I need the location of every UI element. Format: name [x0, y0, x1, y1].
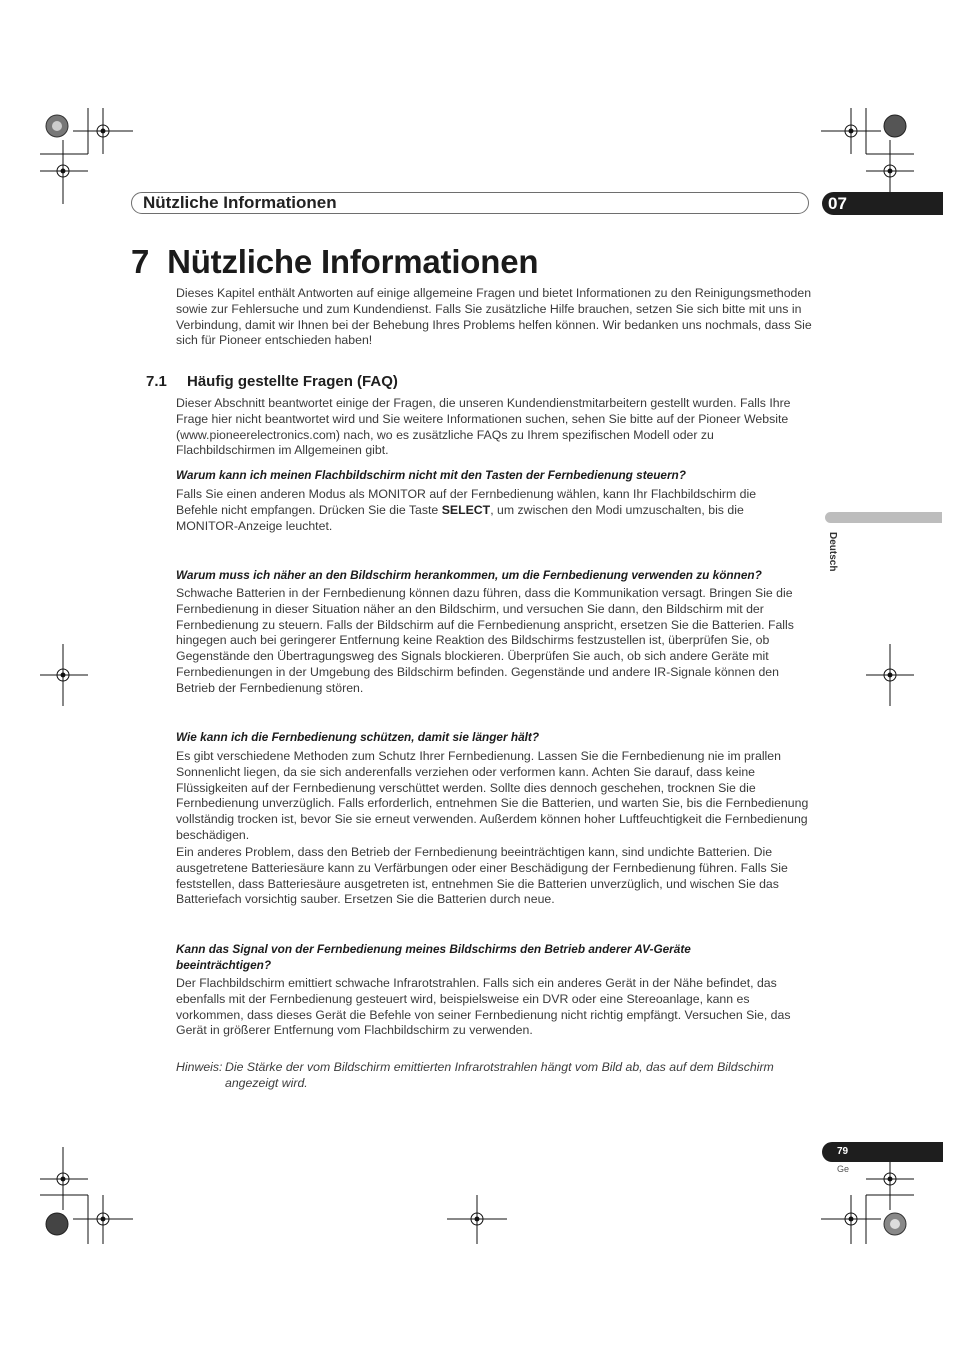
- page-number: 79: [822, 1142, 943, 1162]
- faq-answer: Es gibt verschiedene Methoden zum Schutz Ihrer Fernbedienung. Lassen Sie die Fernbedienung nie im prallen Sonnenlicht liegen, da sie sich anderenfalls verziehen oder verformen kann. Achten Sie darauf, dass keine Flüssigkeiten auf der Fernbedienung verschüttet werden. Sollte dies dennoch geschehen, trocknen Sie die Fernbedienung unverzüglich. Falls erforderlich, entnehmen Sie die Batterien, und warten Sie, bis die Fernbedienung vollständig trocken ist, bevor Sie sie erneut verwenden. Außerdem können hoher Luftfeuchtigkeit die Fernbedienung beschädigen.: [176, 749, 809, 842]
- note-text-1: Die Stärke der vom Bildschirm emittierten Infrarotstrahlen hängt vom Bild ab, das auf dem Bildschirm: [225, 1060, 774, 1074]
- chapter-title: 7 Nützliche Informationen: [131, 243, 539, 280]
- faq-question: Warum kann ich meinen Flachbildschirm nicht mit den Tasten der Fernbedienung steuern?: [176, 468, 686, 482]
- note-text-2: angezeigt wird.: [225, 1075, 308, 1090]
- language-code: Ge: [837, 1164, 850, 1174]
- faq-answer-continued: Ein anderes Problem, dass den Betrieb der Fernbedienung beeinträchtigen kann, sind undichte Batterien. Die ausgetretene Batteriesäure kann zu Verfärbungen oder einer Beschädigung der Fernbedienung führen. Falls Sie feststellen, dass Batteriesäure ausgetreten ist, entnehmen Sie die Batterien unverzüglich, und wischen Sie das Batteriefach vorsichtig sauber. Ersetzen Sie die Batterien durch neue.: [176, 845, 788, 907]
- section-number: 7.1: [146, 373, 167, 390]
- chapter-number-badge: 07: [822, 192, 943, 215]
- section-title: Häufig gestellte Fragen (FAQ): [187, 373, 398, 390]
- header-title: Nützliche Informationen: [143, 193, 337, 212]
- faq-answer: Falls Sie einen anderen Modus als MONITOR auf der Fernbedienung wählen, kann Ihr Flachbildschirm die Befehle nicht empfangen. Drücken Sie die Taste SELECT, um zwischen den Modi umzuschalten, bis die MONITOR-Anzeige leuchtet.: [176, 487, 757, 533]
- select-key-label: SELECT: [441, 502, 491, 517]
- language-tab-label: Deutsch: [827, 532, 838, 572]
- note-label: Hinweis:: [176, 1060, 223, 1074]
- section-heading: [146, 372, 398, 392]
- faq-question: Wie kann ich die Fernbedienung schützen, damit sie länger hält?: [176, 730, 540, 744]
- section-intro: Dieser Abschnitt beantwortet einige der Fragen, die unseren Kundendienstmitarbeitern gestellt wurden. Falls Ihre Frage hier nicht beantwortet wird und Sie weitere Informationen suchen, sehen Sie bitte auf der Pioneer Website (www.pioneerelectronics.com) nach, wo es zusätzliche FAQs zu Ihrem spezifischen Modell oder zu Flachbildschirmen im Allgemeinen gibt.: [176, 396, 791, 458]
- faq-question: Warum muss ich näher an den Bildschirm herankommen, um die Fernbedienung verwenden zu können?: [176, 568, 762, 582]
- faq-answer: Schwache Batterien in der Fernbedienung können dazu führen, dass die Kommunikation versagt. Bringen Sie die Fernbedienung in dieser Situation näher an den Bildschirm, und versuchen Sie dann, den Bildschirm mit der Fernbedienung zu steuern. Falls der Bildschirm auf die Fernbedienung anspricht, ersetzen Sie die Batterien. Falls hingegen auch bei geringerer Entfernung keine Reaktion des Bildschirms festzustellen ist, überprüfen Sie, ob Gegenstände den Übertragungsweg des Signals blockieren. Überprüfen Sie auch, ob sich andere Geräte mit Fernbedienungen in der Umgebung des Bildschirm befinden. Gegenstände und andere IR-Signale können den Betrieb der Fernbedienung stören.: [176, 586, 794, 695]
- language-tab: [825, 512, 942, 523]
- chapter-intro: Dieses Kapitel enthält Antworten auf einige allgemeine Fragen und bietet Informationen zu den Reinigungsmethoden sowie zur Fehlersuche und zum Kundendienst. Falls Sie zusätzliche Hilfe brauchen, setzen Sie sich bitte mit uns in Verbindung, damit wir Ihnen bei der Behebung Ihres Problems helfen können. Wir bedanken uns nochmals, dass Sie sich für Pioneer entschieden haben!: [176, 286, 812, 348]
- faq-answer: Der Flachbildschirm emittiert schwache Infrarotstrahlen. Falls sich ein anderes Gerät in der Nähe befindet, das ebenfalls mit der Fernbedienung gesteuert wird, beispielsweise ein DVR oder eine Stereoanlage, kann es vorkommen, dass dieses Gerät die Befehle von seiner Fernbedienung nicht richtig empfängt. Versuchen Sie, das Gerät in größerer Entfernung vom Flachbildschirm zu verwenden.: [176, 976, 791, 1038]
- faq-question: Kann das Signal von der Fernbedienung meines Bildschirms den Betrieb anderer AV-Geräte beeinträchtigen?: [176, 942, 691, 972]
- note: [176, 1060, 812, 1092]
